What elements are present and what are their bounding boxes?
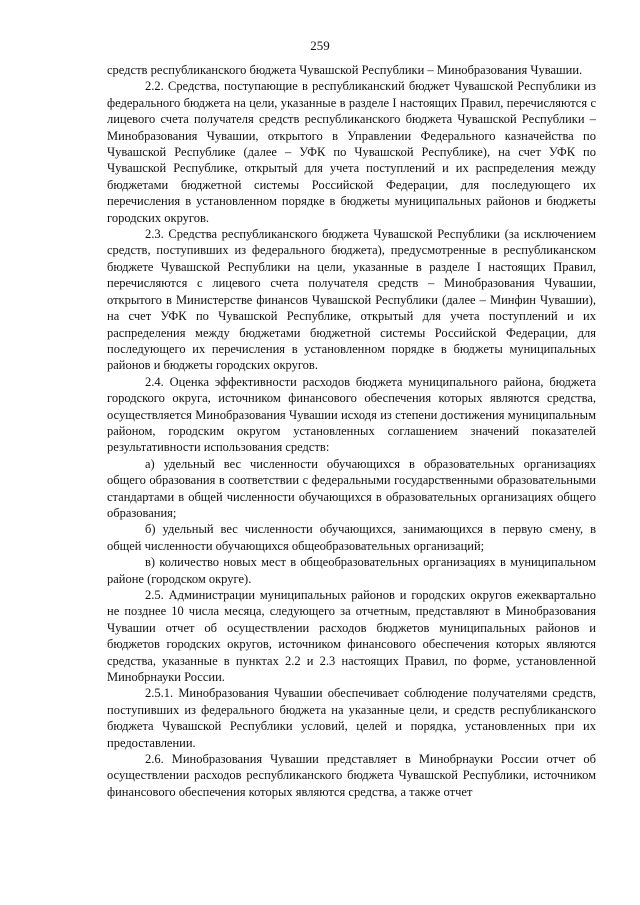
paragraph-2-4: 2.4. Оценка эффективности расходов бюджета муниципального района, бюджета городского округа, источником финансового обеспечения которых являются средства, осуществляется Минобразования Чувашии исходя из степени достижения муниципальным районом, городским округом установленных соглашением значений показателей результативности использования средств: [107, 374, 596, 455]
list-item-a: а) удельный вес численности обучающихся в образовательных организациях общего образования в соответствии с федеральными государственными образовательными стандартами в общей численности обучающихся в образовательных организациях общего образования; [107, 456, 596, 520]
paragraph-continuation: средств республиканского бюджета Чувашской Республики – Минобразования Чувашии. [107, 63, 583, 77]
paragraph-2-2: 2.2. Средства, поступающие в республиканский бюджет Чувашской Республики из федерального бюджета на цели, указанные в разделе I настоящих Правил, перечисляются с лицевого счета получателя средств республиканского бюджета Чувашской Республики – Минобразования Чувашии, открытого в Управлении Федерального казначейства по Чувашской Республике (далее – УФК по Чувашской Республике), на счет УФК по Чувашской Республике, открытый для учета поступлений и их распределения между бюджетами бюджетной системы Российской Федерации, для последующего их перечисления в установленном порядке в бюджеты муниципальных районов и бюджеты городских округов. [107, 79, 596, 225]
page-number: 259 [310, 38, 330, 53]
paragraph-2-5: 2.5. Администрации муниципальных районов и городских округов ежеквартально не позднее 10 числа месяца, следующего за отчетным, представляют в Минобразования Чувашии отчет об осуществлении расходов бюджетов муниципальных районов и бюджетов городских округов, источником финансового обеспечения которых являются средства, указанные в пунктах 2.2 и 2.3 настоящих Правил, по форме, установленной Минобрнауки России. [107, 588, 596, 685]
paragraph-2-5-1: 2.5.1. Минобразования Чувашии обеспечивает соблюдение получателями средств, поступивших из федерального бюджета на указанные цели, и средств республиканского бюджета Чувашской Республики условий, целей и порядка, установленных при их предоставлении. [107, 686, 596, 750]
paragraph-2-6: 2.6. Минобразования Чувашии представляет в Минобрнауки России отчет об осуществлении расходов республиканского бюджета Чувашской Республики, источником финансового обеспечения которых являются средства, а также отчет [107, 752, 596, 799]
document-body [107, 62, 596, 800]
list-item-b: б) удельный вес численности обучающихся, занимающихся в первую смену, в общей численности обучающихся общеобразовательных организаций; [107, 522, 596, 553]
list-item-v: в) количество новых мест в общеобразовательных организациях в муниципальном районе (городском округе). [107, 555, 596, 586]
paragraph-2-3: 2.3. Средства республиканского бюджета Чувашской Республики (за исключением средств, поступивших из федерального бюджета), предусмотренные в республиканском бюджете Чувашской Республики на цели, указанные в разделе I настоящих Правил, перечисляются с лицевого счета получателя средств – Минобразования Чувашии, открытого в Министерстве финансов Чувашской Республики (далее – Минфин Чувашии), на счет УФК по Чувашской Республике, открытый для учета поступлений и их распределения между бюджетами бюджетной системы Российской Федерации, для последующего их перечисления в установленном порядке в бюджеты муниципальных районов и бюджеты городских округов. [107, 227, 596, 373]
